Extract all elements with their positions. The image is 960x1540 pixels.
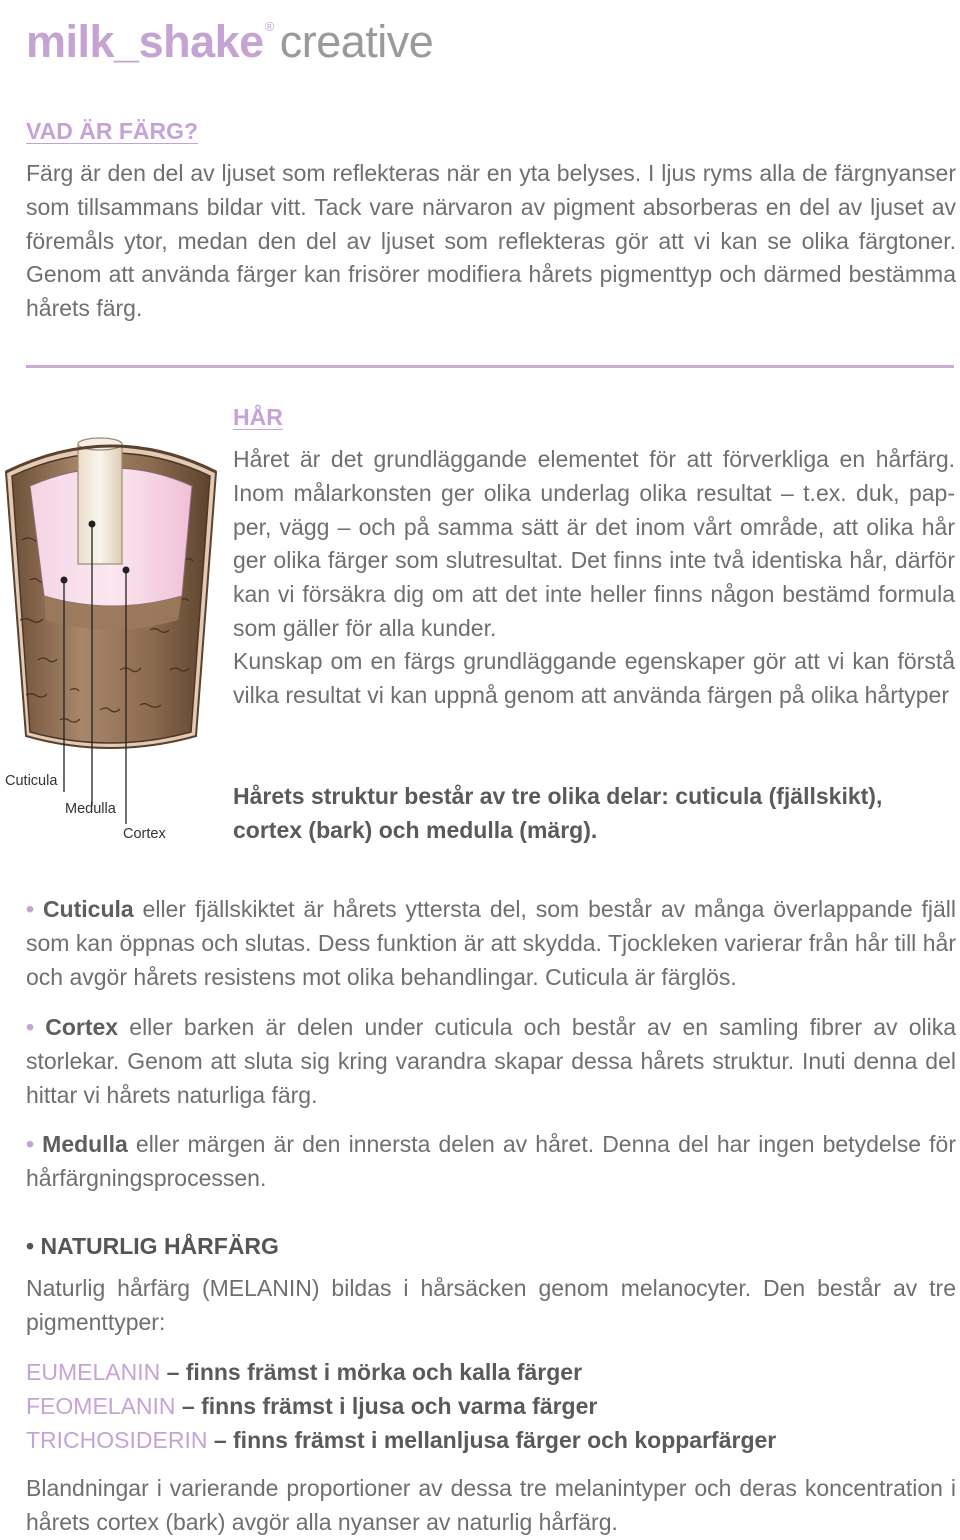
section-divider (26, 365, 954, 368)
part-cortex (26, 1011, 956, 1112)
natural-color-outro: Blandningar i varierande proportioner av dessa tre melanintyper och deras koncentration i hårets cortex (bark) avgör alla nyanser av naturlig hårfärg. (26, 1475, 956, 1535)
hair-body-1: Håret är det grundläggande elementet för att förverkliga en hårfärg. Inom målarkonsten ger olika underlag olika resultat – t.ex. duk, papper, vägg – och på samma sätt är det inom vårt område, att olika hår ger olika färger som slutresultat. Det finns inte två identiska hår, därför kan vi försäkra dig om att det inte heller finns någon bestämd formula som gäller för alla kunder. (233, 446, 955, 641)
part-term: Cuticula (42, 896, 134, 922)
pigment-desc: – finns främst i mörka och kalla färger (160, 1359, 583, 1385)
brand-suffix: creative (279, 16, 434, 67)
section-title-hair: HÅR (233, 404, 283, 430)
bullet-icon: • (26, 896, 35, 922)
bullet-icon: • (26, 1014, 35, 1040)
part-cuticula (26, 893, 956, 994)
hair-cross-section-illustration (0, 420, 230, 860)
pigment-name: FEOMELANIN (26, 1393, 176, 1419)
pigment-eumelanin (26, 1355, 582, 1389)
pigment-name: EUMELANIN (26, 1359, 161, 1385)
natural-color-heading: • NATURLIG HÅRFÄRG (26, 1233, 279, 1259)
pigment-feomelanin (26, 1389, 597, 1423)
part-term: Medulla (42, 1131, 128, 1157)
diagram-label-medulla: Medulla (65, 801, 116, 817)
part-text: eller märgen är den innersta delen av håret. Denna del har ingen betydelse för hårfärgningsprocessen. (26, 1131, 956, 1191)
hair-structure-statement: Hårets struktur består av tre olika delar: cuticula (fjällskikt), cortex (bark) och medulla (märg). (233, 783, 883, 843)
pigment-trichosiderin (26, 1423, 776, 1457)
diagram-label-cortex: Cortex (123, 826, 166, 842)
part-text: eller fjällskiktet är hårets yttersta del, som består av många överlappande fjäll som kan öppnas och slutas. Dess funktion är att skydda. Tjockleken varierar från hår till hår och avgör hårets resistens mot olika behandlingar. Cuticula är färglös. (26, 896, 956, 990)
brand-name: milk_shake (26, 16, 264, 67)
section-title-color: VAD ÄR FÄRG? (26, 118, 199, 144)
hair-body-2: Kunskap om en färgs grundläggande egenskaper gör att vi kan förstå vilka resultat vi kan uppnå genom att använda färgen på olika hårtyper (233, 648, 955, 708)
natural-color-intro: Naturlig hårfärg (MELANIN) bildas i hårsäcken genom melanocyter. Den består av tre pigmenttyper: (26, 1275, 956, 1335)
bullet-icon: • (26, 1131, 35, 1157)
part-term: Cortex (45, 1014, 119, 1040)
pigment-desc: – finns främst i mellanljusa färger och kopparfärger (207, 1427, 777, 1453)
part-text: eller barken är delen under cuticula och består av en samling fibrer av olika storlekar. Genom att sluta sig kring varandra skapar dessa hårets struktur. Inuti denna del hittar vi hårets naturliga färg. (26, 1014, 957, 1108)
section-color-body: Färg är den del av ljuset som reflekteras när en yta belyses. I ljus ryms alla de färgnyanser som tillsammans bildar vitt. Tack vare närvaron av pigment absorberas en del av ljuset av föremåls ytor, medan den del av ljuset som reflekteras gör att vi kan se olika färgtoner. Genom att använda färger kan frisörer modifiera hårets pigmenttyp och därmed bestämma hårets färg. (26, 160, 956, 322)
diagram-label-cuticula: Cuticula (5, 773, 58, 789)
brand-registered-mark: ® (264, 19, 274, 34)
pigment-name: TRICHOSIDERIN (26, 1427, 208, 1453)
pigment-desc: – finns främst i ljusa och varma färger (175, 1393, 598, 1419)
part-medulla (26, 1128, 956, 1196)
hair-structure-diagram (0, 420, 230, 860)
brand-logo (26, 2, 433, 67)
